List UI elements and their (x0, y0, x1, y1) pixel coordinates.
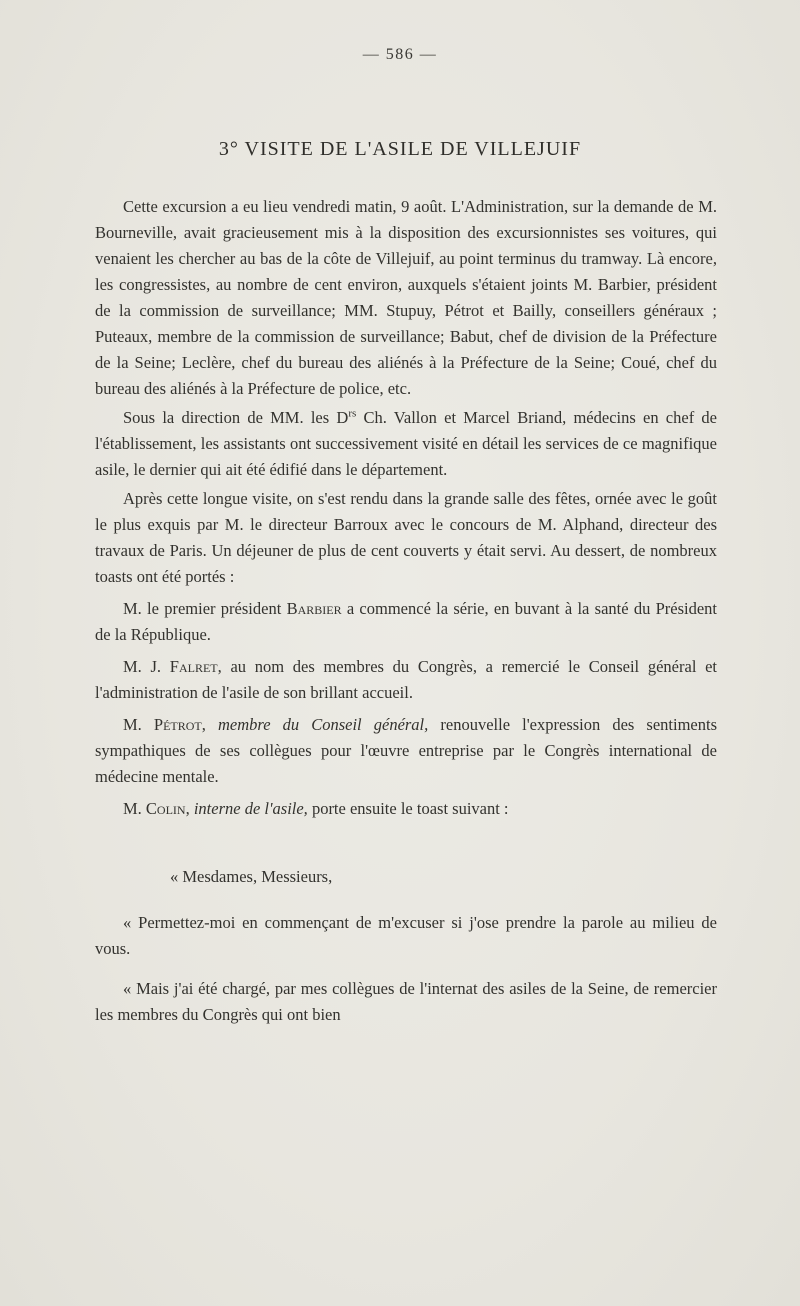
text-segment: interne de l'asile, (193, 799, 308, 818)
text-segment: M. le premier président (123, 599, 287, 618)
text-segment: M. (123, 799, 146, 818)
body-text (95, 194, 717, 822)
text-area (95, 194, 717, 1028)
text-segment: « Mais j'ai été chargé, par mes collègues de l'internat des asiles de la Seine, de remercier les membres du Congrès qui ont bien (95, 979, 717, 1024)
text-segment: rs (348, 407, 357, 420)
text-segment: renouvelle l'expression des sentiments sympathiques de ses collègues pour l'œuvre entreprise par le Congrès international de médecine mentale. (95, 715, 718, 786)
text-segment: Colin (145, 799, 186, 818)
paragraph-toast-petrot (95, 712, 717, 790)
quote-paragraph-1 (95, 910, 717, 962)
paragraph-excursion (95, 194, 717, 402)
page-title: 3° VISITE DE L'ASILE DE VILLEJUIF (218, 138, 582, 160)
paragraph-toast-falret (95, 654, 717, 706)
text-segment: « Mesdames, Messieurs, (170, 867, 333, 886)
text-segment: Pétrot (153, 715, 202, 734)
text-segment: , au nom des membres du Congrès, a remercié le Conseil général et l'administration de l'asile de son brillant accueil. (95, 657, 718, 702)
quote-block (95, 864, 717, 1028)
text-segment: Ch. Vallon et Marcel Briand, médecins en chef de l'établissement, les assistants ont successivement visité en détail les services de ce magnifique asile, le dernier qui ait été édifié dans le département. (95, 408, 717, 479)
page-number: — 586 — (362, 46, 438, 63)
text-segment: Barbier (286, 599, 342, 618)
text-segment: , (201, 715, 218, 734)
paragraph-dejeuner (95, 486, 717, 590)
text-segment: porte ensuite le toast suivant : (307, 799, 509, 818)
quote-paragraph-2 (95, 976, 717, 1028)
text-segment: « Permettez-moi en commençant de m'excuser si j'ose prendre la parole au milieu de vous. (95, 913, 717, 958)
text-segment: M. J. (123, 657, 170, 676)
text-segment: Falret (169, 657, 218, 676)
text-segment: M. (123, 715, 154, 734)
paragraph-direction (95, 405, 717, 483)
text-segment: , (185, 799, 194, 818)
text-segment: Cette excursion a eu lieu vendredi matin, 9 août. L'Administration, sur la demande de M. Bourneville, avait gracieusement mis à la disposition des excursionnistes ses voitures, qui venaient les chercher au bas de la côte de Villejuif, au point terminus du tramway. Là encore, les congressistes, au nombre de cent environ, auxquels s'étaient joints M. Barbier, président de la commission de surveillance; MM. Stupuy, Pétrot et Bailly, conseillers généraux ; Puteaux, membre de la commission de surveillance; Babut, chef de division de la Préfecture de la Seine; Leclère, chef du bureau des aliénés à la Préfecture de la Seine; Coué, chef du bureau des aliénés à la Préfecture de police, etc. (95, 197, 717, 398)
paragraph-toast-barbier (95, 596, 717, 648)
paragraph-toast-colin (95, 796, 717, 822)
quote-salutation (95, 864, 717, 890)
text-segment: a commencé la série, en buvant à la santé du Président de la République. (95, 599, 717, 644)
text-segment: membre du Conseil général, (217, 715, 429, 734)
text-segment: Après cette longue visite, on s'est rendu dans la grande salle des fêtes, ornée avec le goût le plus exquis par M. le directeur Barroux avec le concours de M. Alphand, directeur des travaux de Paris. Un déjeuner de plus de cent couverts y était servi. Au dessert, de nombreux toasts ont été portés : (95, 489, 717, 586)
text-segment: Sous la direction de MM. les D (123, 408, 349, 427)
